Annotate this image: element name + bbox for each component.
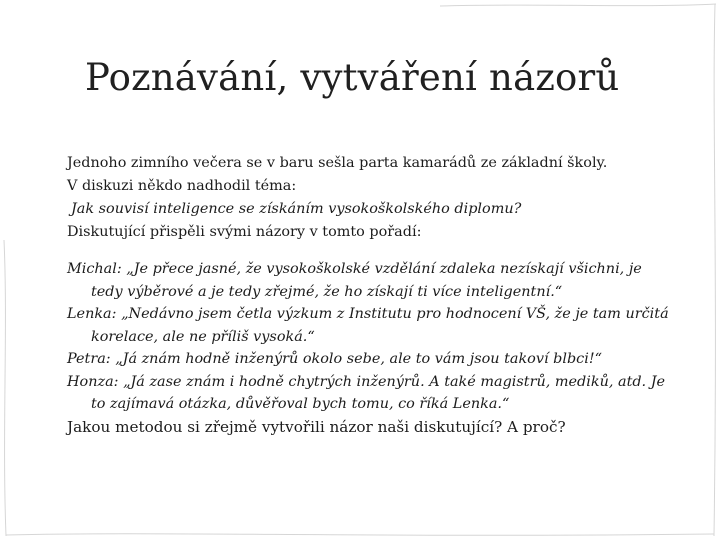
dialogue-honza: Honza: „Já zase znám i hodně chytrých inženýrů. A také magistrů, mediků, atd. Je to zajímavá otázka, důvěřoval bych tomu, co říká Lenka.“ (67, 373, 665, 412)
order-line: Diskutující přispěli svými názory v tomto pořadí: (67, 224, 422, 240)
spacer (67, 244, 677, 258)
discussion-question: Jak souvisí inteligence se získáním vysokoškolského diplomu? (71, 201, 522, 217)
closing-question: Jakou metodou si zřejmě vytvořili názor naši diskutující? A proč? (67, 417, 566, 436)
intro-line-2: V diskuzi někdo nadhodil téma: (67, 178, 297, 194)
slide-body (67, 152, 677, 439)
dialogue-lenka: Lenka: „Nedávno jsem četla výzkum z Institutu pro hodnocení VŠ, že je tam určitá korelace, ale ne příliš vysoká.“ (67, 306, 669, 345)
slide-title: Poznávání, vytváření názorů (85, 56, 620, 99)
intro-line-1: Jednoho zimního večera se v baru sešla parta kamarádů ze základní školy. (67, 155, 608, 171)
dialogue-michal: Michal: „Je přece jasné, že vysokoškolské vzdělání zdaleka nezískají všichni, je tedy výběrové a je tedy zřejmé, že ho získají ti více inteligentní.“ (67, 261, 642, 300)
dialogue-petra: Petra: „Já znám hodně inženýrů okolo sebe, ale to vám jsou takoví blbci!“ (67, 351, 602, 367)
